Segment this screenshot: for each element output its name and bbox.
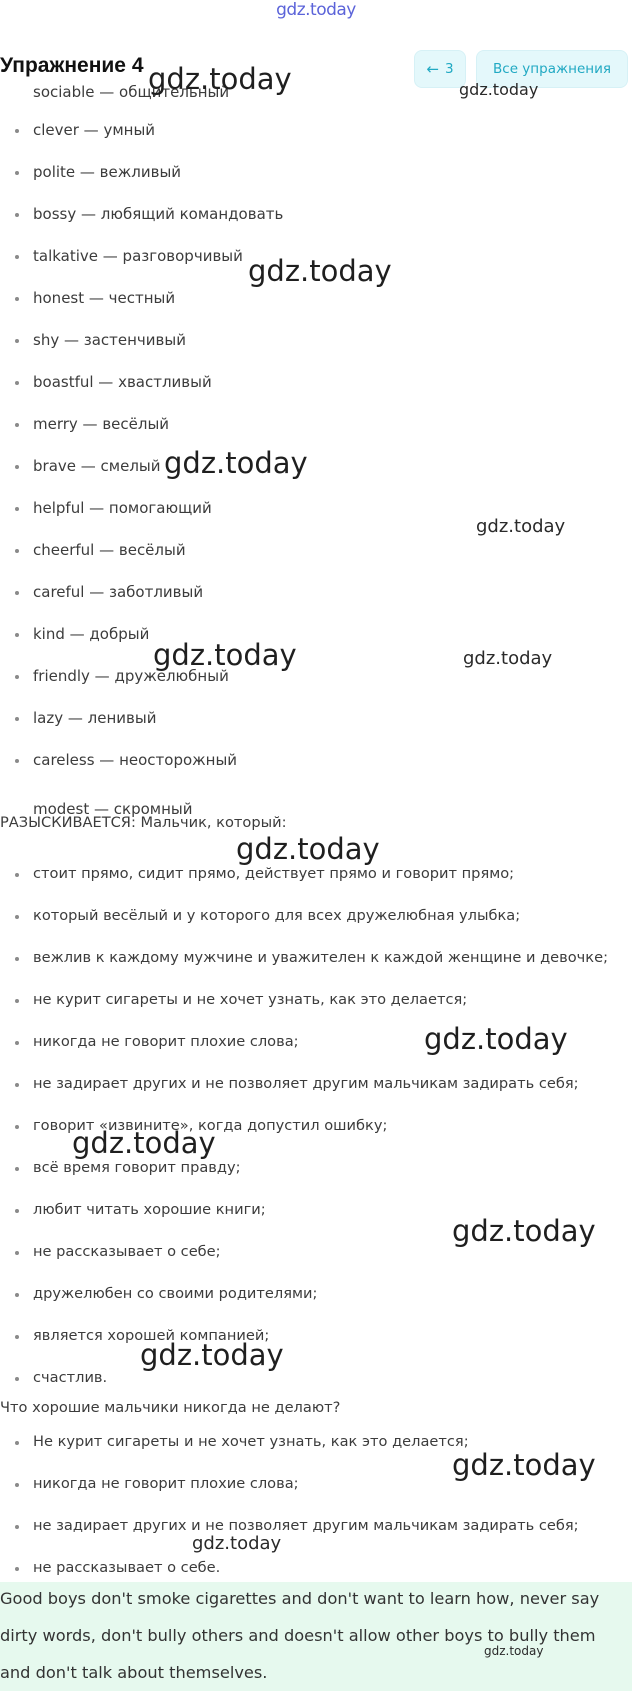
watermark: gdz.today	[140, 1338, 284, 1372]
answer-block	[0, 1582, 632, 1691]
watermark: gdz.today	[72, 1126, 216, 1160]
list-item: не задирает других и не позволяет другим мальчикам задирать себя;	[0, 1516, 579, 1558]
list-item: вежлив к каждому мужчине и уважителен к каждой женщине и девочке;	[0, 948, 608, 990]
watermark: gdz.today	[452, 1448, 596, 1482]
list-item: не задирает других и не позволяет другим мальчикам задирать себя;	[0, 1074, 608, 1116]
watermark: gdz.today	[452, 1214, 596, 1248]
list-item: никогда не говорит плохие слова;	[0, 1032, 608, 1074]
exercise-nav	[414, 50, 628, 88]
list-item: который весёлый и у которого для всех дружелюбная улыбка;	[0, 906, 608, 948]
list-item: не курит сигареты и не хочет узнать, как это делается;	[0, 990, 608, 1032]
watermark: gdz.today	[476, 516, 566, 537]
list-item: bossy — любящий командовать	[0, 204, 283, 246]
list-item: cheerful — весёлый	[0, 540, 283, 582]
list-item: Не курит сигареты и не хочет узнать, как это делается;	[0, 1432, 579, 1474]
list-item: стоит прямо, сидит прямо, действует прямо и говорит прямо;	[0, 864, 608, 906]
list-item: shy — застенчивый	[0, 330, 283, 372]
watermark: gdz.today	[153, 638, 297, 672]
arrow-left-icon: ←	[426, 60, 440, 78]
vocab-item-cut: sociable — общительный	[33, 83, 230, 101]
list-item: kind — добрый	[0, 624, 283, 666]
list-item: careless — неосторожный	[0, 750, 283, 792]
question-text: Что хорошие мальчики никогда не делают?	[0, 1399, 341, 1416]
list-item: brave — смелый	[0, 456, 283, 498]
vocab-item-cut-bottom: modest — скромный	[33, 800, 193, 818]
list-item: boastful — хвастливый	[0, 372, 283, 414]
list-item: всё время говорит правду;	[0, 1158, 608, 1200]
list-item: merry — весёлый	[0, 414, 283, 456]
list-item: никогда не говорит плохие слова;	[0, 1474, 579, 1516]
page-title: Упражнение 4	[0, 54, 144, 77]
list-item: не рассказывает о себе.	[0, 1558, 579, 1590]
wanted-heading: РАЗЫСКИВАЕТСЯ: Мальчик, который:	[0, 814, 287, 831]
prev-exercise-label: 3	[445, 61, 454, 77]
list-item: polite — вежливый	[0, 162, 283, 204]
list-item: honest — честный	[0, 288, 283, 330]
watermark: gdz.today	[148, 62, 292, 96]
watermark: gdz.today	[459, 80, 539, 99]
answer-line: Good boys don't smoke cigarettes and don't want to learn how, never say	[0, 1589, 600, 1608]
list-item: дружелюбен со своими родителями;	[0, 1284, 608, 1326]
list-item: не рассказывает о себе;	[0, 1242, 608, 1284]
wanted-list	[0, 864, 608, 1410]
all-exercises-button[interactable]: Все упражнения	[476, 50, 628, 88]
list-item: careful — заботливый	[0, 582, 283, 624]
watermark: gdz.today	[248, 254, 392, 288]
list-item: talkative — разговорчивый	[0, 246, 283, 288]
list-item: любит читать хорошие книги;	[0, 1200, 608, 1242]
list-item: говорит «извините», когда допустил ошибку;	[0, 1116, 608, 1158]
list-item: счастлив.	[0, 1368, 608, 1410]
watermark: gdz.today	[424, 1022, 568, 1056]
list-item: lazy — ленивый	[0, 708, 283, 750]
answer-line: dirty words, don't bully others and doesn't allow other boys to bully them	[0, 1626, 596, 1645]
vocab-list	[0, 120, 283, 792]
watermark: gdz.today	[463, 648, 553, 669]
watermark: gdz.today	[484, 1644, 544, 1658]
site-logo[interactable]: gdz.today	[276, 0, 356, 20]
watermark: gdz.today	[236, 832, 380, 866]
answer-line: and don't talk about themselves.	[0, 1663, 268, 1682]
list-item: является хорошей компанией;	[0, 1326, 608, 1368]
watermark: gdz.today	[164, 446, 308, 480]
list-item: clever — умный	[0, 120, 283, 162]
list-item: friendly — дружелюбный	[0, 666, 283, 708]
list-item: helpful — помогающий	[0, 498, 283, 540]
never-list	[0, 1432, 579, 1590]
prev-exercise-button[interactable]	[414, 50, 466, 88]
watermark: gdz.today	[192, 1533, 282, 1554]
